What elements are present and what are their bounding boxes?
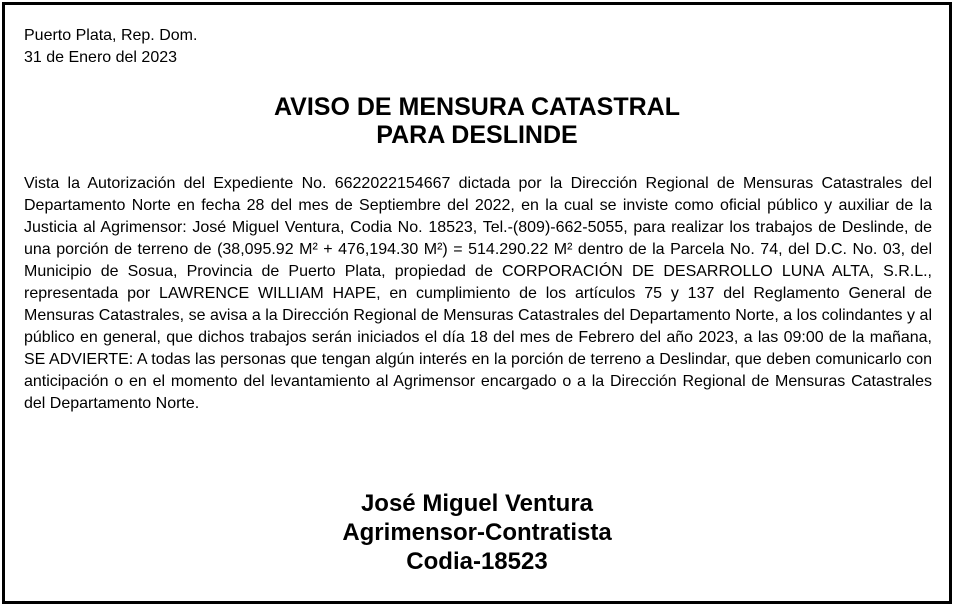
signature-role: Agrimensor-Contratista bbox=[342, 519, 612, 546]
date-line: 31 de Enero del 2023 bbox=[24, 49, 178, 66]
notice-frame bbox=[2, 2, 952, 604]
title-line-2: PARA DESLINDE bbox=[376, 121, 578, 149]
notice-title bbox=[5, 93, 949, 149]
signature-block bbox=[5, 489, 949, 576]
location-date-block bbox=[24, 25, 197, 69]
signature-codia: Codia-18523 bbox=[406, 548, 548, 575]
notice-body: Vista la Autorización del Expediente No. 6622022154667 dictada por la Dirección Regional de Mensuras Catastrales del Departamento Norte en fecha 28 del mes de Septiembre del 2022, en la cual se inviste como oficial público y auxiliar de la Justicia al Agrimensor: José Miguel Ventura, Codia No. 18523, Tel.-(809)-662-5055, para realizar los trabajos de Deslinde, de una porción de terreno de (38,095.92 M² + 476,194.30 M²) = 514.290.22 M² dentro de la Parcela No. 74, del D.C. No. 03, del Municipio de Sosua, Provincia de Puerto Plata, propiedad de CORPORACIÓN DE DESARROLLO LUNA ALTA, S.R.L., representada por LAWRENCE WILLIAM HAPE, en cumplimiento de los artículos 75 y 137 del Reglamento General de Mensuras Catastrales, se avisa a la Dirección Regional de Mensuras Catastrales del Departamento Norte, a los colindantes y al público en general, que dichos trabajos serán iniciados el día 18 del mes de Febrero del año 2023, a las 09:00 de la mañana, SE ADVIERTE: A todas las personas que tengan algún interés en la porción de terreno a Deslindar, que deben comunicarlo con anticipación o en el momento del levantamiento al Agrimensor encargado o a la Dirección Regional de Mensuras Catastrales del Departamento Norte. bbox=[24, 175, 932, 412]
title-line-1: AVISO DE MENSURA CATASTRAL bbox=[273, 93, 681, 121]
location-line: Puerto Plata, Rep. Dom. bbox=[24, 27, 198, 44]
signature-name: José Miguel Ventura bbox=[360, 490, 594, 517]
